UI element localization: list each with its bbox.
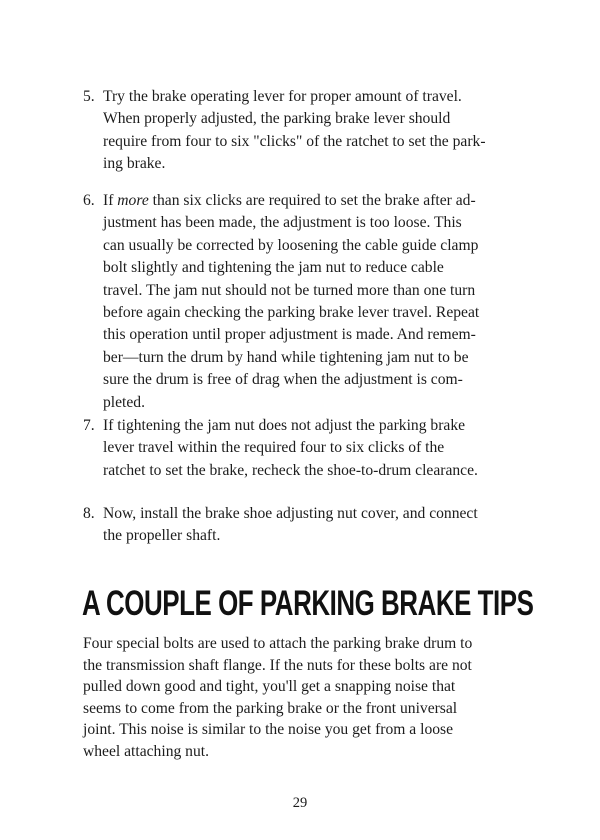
- step-5: [83, 86, 525, 176]
- text-line: this operation until proper adjustment is made. And remem-: [103, 326, 476, 344]
- text-line: travel. The jam nut should not be turned more than one turn: [103, 281, 476, 299]
- step-8: [83, 503, 525, 548]
- step-number: 5.: [83, 88, 95, 105]
- text-line: pleted.: [103, 393, 145, 411]
- text-line: before again checking the parking brake lever travel. Repeat: [103, 304, 480, 322]
- section-paragraph: [83, 633, 525, 763]
- page-number: 29: [292, 795, 308, 811]
- text-line: pulled down good and tight, you'll get a snapping noise that: [83, 678, 456, 696]
- text-line: [103, 190, 525, 212]
- text-line: require from four to six "clicks" of the ratchet to set the park-: [103, 132, 486, 150]
- emphasis-text: more: [117, 192, 149, 209]
- text-run: than six clicks are required to set the brake after ad-: [148, 192, 476, 209]
- text-line: lever travel within the required four to six clicks of the: [103, 439, 445, 457]
- text-line: can usually be corrected by loosening the cable guide clamp: [103, 236, 479, 254]
- step-number: 6.: [83, 192, 95, 209]
- text-line: joint. This noise is similar to the noise you get from a loose: [83, 721, 454, 739]
- text-line: ber—turn the drum by hand while tightening jam nut to be: [103, 348, 469, 366]
- text-line: ratchet to set the brake, recheck the shoe-to-drum clearance.: [103, 461, 478, 479]
- text-line: If tightening the jam nut does not adjust the parking brake: [103, 417, 466, 434]
- text-line: wheel attaching nut.: [83, 742, 210, 760]
- step-6: [83, 190, 525, 414]
- text-line: justment has been made, the adjustment is too loose. This: [103, 214, 462, 232]
- step-text: [103, 86, 525, 176]
- text-line: Try the brake operating lever for proper amount of travel.: [103, 88, 462, 105]
- step-number: 7.: [83, 417, 95, 434]
- step-7: [83, 415, 525, 482]
- text-line: When properly adjusted, the parking brake lever should: [103, 110, 451, 128]
- text-line: seems to come from the parking brake or the front universal: [83, 699, 458, 717]
- text-line: Now, install the brake shoe adjusting nut cover, and connect: [103, 505, 478, 522]
- text-line: the transmission shaft flange. If the nuts for these bolts are not: [83, 656, 472, 674]
- step-text: [103, 415, 525, 482]
- step-text: [103, 190, 525, 414]
- step-text: [103, 503, 525, 548]
- step-number: 8.: [83, 505, 95, 522]
- text-line: Four special bolts are used to attach the parking brake drum to: [83, 635, 473, 652]
- text-line: ing brake.: [103, 155, 166, 173]
- text-run: If: [103, 192, 118, 209]
- text-line: bolt slightly and tightening the jam nut to reduce cable: [103, 259, 444, 277]
- text-line: sure the drum is free of drag when the adjustment is com-: [103, 371, 463, 389]
- section-heading: A COUPLE OF PARKING BRAKE TIPS: [82, 584, 534, 623]
- text-line: the propeller shaft.: [103, 527, 221, 545]
